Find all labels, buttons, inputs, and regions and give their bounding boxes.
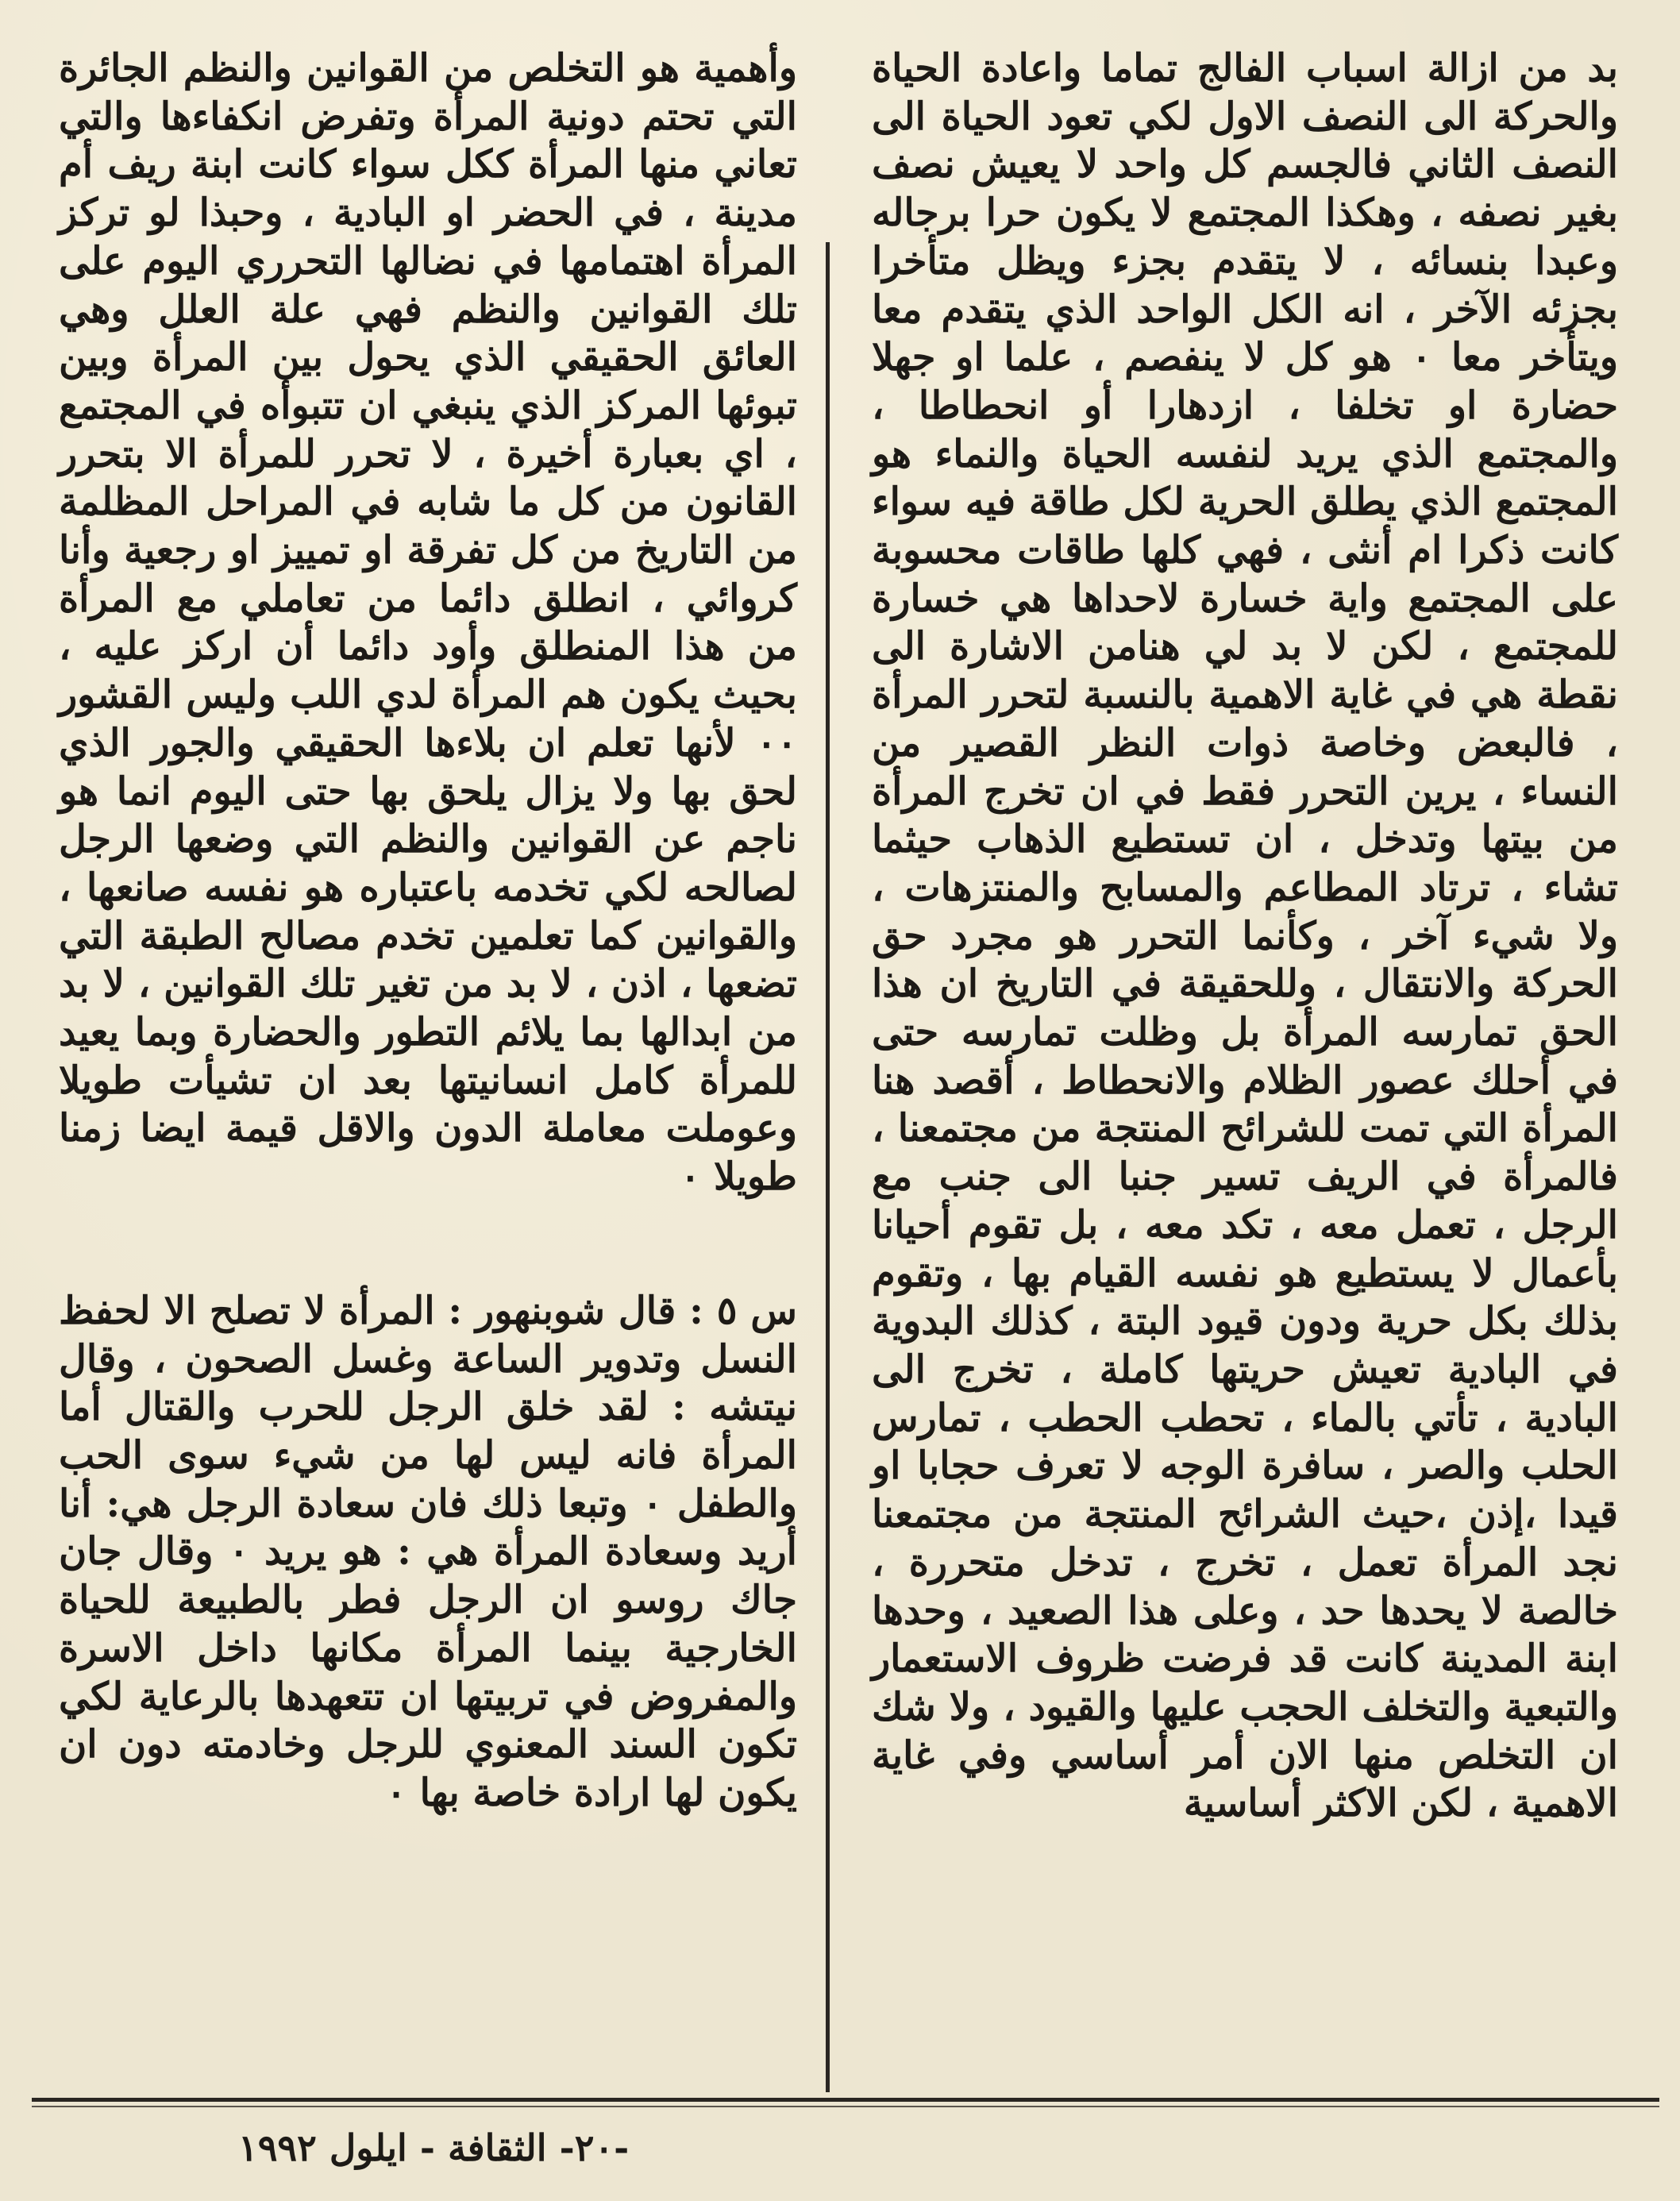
- paragraph: وأهمية هو التخلص من القوانين والنظم الجائرة التي تحتم دونية المرأة وتفرض انكفاءها والتي تعاني منها المرأة ككل سواء كانت ابنة ريف أم مدينة ، في الحضر او البادية ، وحبذا لو تركز المرأة اهتمامها في نضالها التحرري اليوم على تلك القوانين والنظم فهي علة العلل وهي العائق الحقيقي الذي يحول بين المرأة وبين تبوئها المركز الذي ينبغي ان تتبوأه في المجتمع ، اي بعبارة أخيرة ، لا تحرر للمرأة الا بتحرر القانون من كل ما شابه في المراحل المظلمة من التاريخ من كل تفرقة او تمييز او رجعية وأنا كروائي ، انطلق دائما من تعاملي مع المرأة من هذا المنطلق وأود دائما أن اركز عليه ، بحيث يكون هم المرأة لدي اللب وليس القشور ٠٠ لأنها تعلم ان بلاءها الحقيقي والجور الذي لحق بها ولا يزال يلحق بها حتى اليوم انما هو ناجم عن القوانين والنظم التي وضعها الرجل لصالحه لكي تخدمه باعتباره هو نفسه صانعها ، والقوانين كما تعلمين تخدم مصالح الطبقة التي تضعها ، اذن ، لا بد من تغير تلك القوانين ، لا بد من ابدالها بما يلائم التطور والحضارة وبما يعيد للمرأة كامل انسانيتها بعد ان تشيأت طويلا وعوملت معاملة الدون والاقل قيمة ايضا زمنا طويلا ٠: [59, 46, 798, 1200]
- article-column-right: [872, 44, 1618, 1828]
- column-divider: [826, 242, 830, 2092]
- footer-rule-thin: [32, 2106, 1659, 2107]
- question-paragraph: س ٥ : قال شوبنهور : المرأة لا تصلح الا لحفظ النسل وتدوير الساعة وغسل الصحون ، وقال نيتشه : لقد خلق الرجل للحرب والقتال أما المرأة فانه ليس لها من شيء سوى الحب والطفل ٠ وتبعا ذلك فان سعادة الرجل هي: أنا أريد وسعادة المرأة هي : هو يريد ٠ وقال جان جاك روسو ان الرجل فطر بالطبيعة للحياة الخارجية بينما المرأة مكانها داخل الاسرة والمفروض في تربيتها ان تتعهدها بالرعاية لكي تكون السند المعنوي للرجل وخادمته دون ان يكون لها ارادة خاصة بها ٠: [59, 1288, 798, 1815]
- paragraph-spacer: [59, 1201, 797, 1287]
- page-footer: -٢٠- الثقافة - ايلول ١٩٩٢: [238, 2126, 630, 2169]
- footer-rule: [32, 2098, 1659, 2102]
- article-column-left: [59, 44, 797, 1817]
- paragraph: بد من ازالة اسباب الفالج تماما واعادة الحياة والحركة الى النصف الاول لكي تعود الحياة الى النصف الثاني فالجسم كل واحد لا يعيش نصف بغير نصفه ، وهكذا المجتمع لا يكون حرا برجاله وعبدا بنسائه ، لا يتقدم بجزء ويظل متأخرا بجزئه الآخر ، انه الكل الواحد الذي يتقدم معا ويتأخر معا ٠ هو كل لا ينفصم ، علما او جهلا حضارة او تخلفا ، ازدهارا أو انحطاطا ، والمجتمع الذي يريد لنفسه الحياة والنماء هو المجتمع الذي يطلق الحرية لكل طاقة فيه سواء كانت ذكرا ام أنثى ، فهي كلها طاقات محسوبة على المجتمع واية خسارة لاحداها هي خسارة للمجتمع ، لكن لا بد لي هنامن الاشارة الى نقطة هي في غاية الاهمية بالنسبة لتحرر المرأة ، فالبعض وخاصة ذوات النظر القصير من النساء ، يرين التحرر فقط في ان تخرج المرأة من بيتها وتدخل ، ان تستطيع الذهاب حيثما تشاء ، ترتاد المطاعم والمسابح والمنتزهات ، ولا شيء آخر ، وكأنما التحرر هو مجرد حق الحركة والانتقال ، وللحقيقة في التاريخ ان هذا الحق تمارسه المرأة بل وظلت تمارسه حتى في أحلك عصور الظلام والانحطاط ، أقصد هنا المرأة التي تمت للشرائح المنتجة من مجتمعنا ، فالمرأة في الريف تسير جنبا الى جنب مع الرجل ، تعمل معه ، تكد معه ، بل تقوم أحيانا بأعمال لا يستطيع هو نفسه القيام بها ، وتقوم بذلك بكل حرية ودون قيود البتة ، كذلك البدوية في البادية تعيش حريتها كاملة ، تخرج الى البادية ، تأتي بالماء ، تحطب الحطب ، تمارس الحلب والصر ، سافرة الوجه لا تعرف حجابا او قيدا ،إذن ،حيث الشرائح المنتجة من مجتمعنا نجد المرأة تعمل ، تخرج ، تدخل متحررة ، خالصة لا يحدها حد ، وعلى هذا الصعيد ، وحدها ابنة المدينة كانت قد فرضت ظروف الاستعمار والتبعية والتخلف الحجب عليها والقيود ، ولا شك ان التخلص منها الان أمر أساسي وفي غاية الاهمية ، لكن الاكثر أساسية: [872, 46, 1618, 1826]
